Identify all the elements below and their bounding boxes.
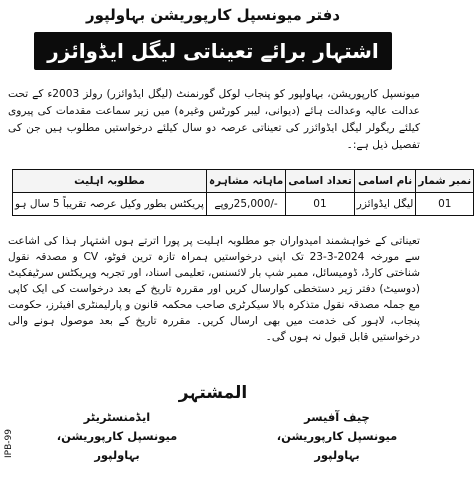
cell-count: 01 xyxy=(286,193,355,216)
conditions-paragraph: تعیناتی کے خواہشمند امیدواران جو مطلوبہ اہلیت پر پورا اترتے ہوں اشتہار ہذا کی اشاعت سے مورخہ 2024-3-23 تک اپنی درخواستیں ہمراہ تازہ ترین فوٹو، CV و مصدقہ نقول شناختی کارڈ، ڈومیسائل، ممبر شپ بار لائسنس، تعلیمی اسناد، اور تجربہ وپریکٹس سرٹیفکیٹ (دوسیٹ) دفتر زیر دستخطی کوارسال کریں اور مقررہ تاریخ کے بعد درخواست کی ایک کاپی مع جملہ مصدقہ نقول متذکرہ بالا سیکرٹری صاحب محکمہ قانون و پارلیمنٹری افیئرز، حکومت پنجاب، لاہور کی خدمت میں بھی ارسال کریں۔ مقررہ تاریخ کے بعد موصول ہونے والی درخواستیں قابل قبول نہ ہوں گی۔ xyxy=(8,235,420,343)
header-count: تعداد اسامی xyxy=(286,170,355,193)
header-post-name: نام اسامی xyxy=(354,170,416,193)
cell-qualification: پریکٹس بطور وکیل عرصہ تقریباً 5 سال ہو xyxy=(13,193,207,216)
header-salary: ماہانہ مشاہرہ xyxy=(206,170,285,193)
administrator-signature xyxy=(42,408,192,465)
ipb-code-wrap xyxy=(4,429,14,498)
ipb-code: IPB-99 xyxy=(4,429,14,458)
chief-officer-org: میونسپل کارپوریشن، بہاولپور xyxy=(276,429,398,462)
table-row xyxy=(13,193,474,216)
cell-post-name: لیگل ایڈوائزر xyxy=(354,193,416,216)
cell-serial: 01 xyxy=(416,193,474,216)
table-header-row xyxy=(13,170,474,193)
header-serial: نمبر شمار xyxy=(416,170,474,193)
header-qualification: مطلوبہ اہلیت xyxy=(13,170,207,193)
vacancy-table xyxy=(12,169,474,216)
chief-officer-signature xyxy=(262,408,412,465)
advertisement-banner: اشتہار برائے تعیناتی لیگل ایڈوائزر xyxy=(34,32,392,70)
administrator-title: ایڈمنسٹریٹر xyxy=(83,410,151,424)
cell-salary: -/25,000روپے xyxy=(206,193,285,216)
administrator-org: میونسپل کارپوریشن، بہاولپور xyxy=(56,429,178,462)
office-title: دفتر میونسپل کارپوریشن بہاولپور xyxy=(85,6,341,24)
chief-officer-title: چیف آفیسر xyxy=(304,410,370,424)
advertiser-heading: المشتہر xyxy=(178,383,248,403)
intro-paragraph: میونسپل کارپوریشن، بہاولپور کو پنجاب لوکل گورنمنٹ (لیگل ایڈوائزر) رولز 2003ء کے تحت عدالت عالیہ وعدالت ہائے (دیوانی، لیبر کورٹس وغیرہ) میں زیر سماعت مقدمات کی پیروی کیلئے ریگولر لیگل ایڈوائزر کی تعیناتی عرصہ دو سال کیلئے درخواستیں مطلوب ہیں جن کی تفصیل ذیل ہے:۔ xyxy=(8,88,420,151)
